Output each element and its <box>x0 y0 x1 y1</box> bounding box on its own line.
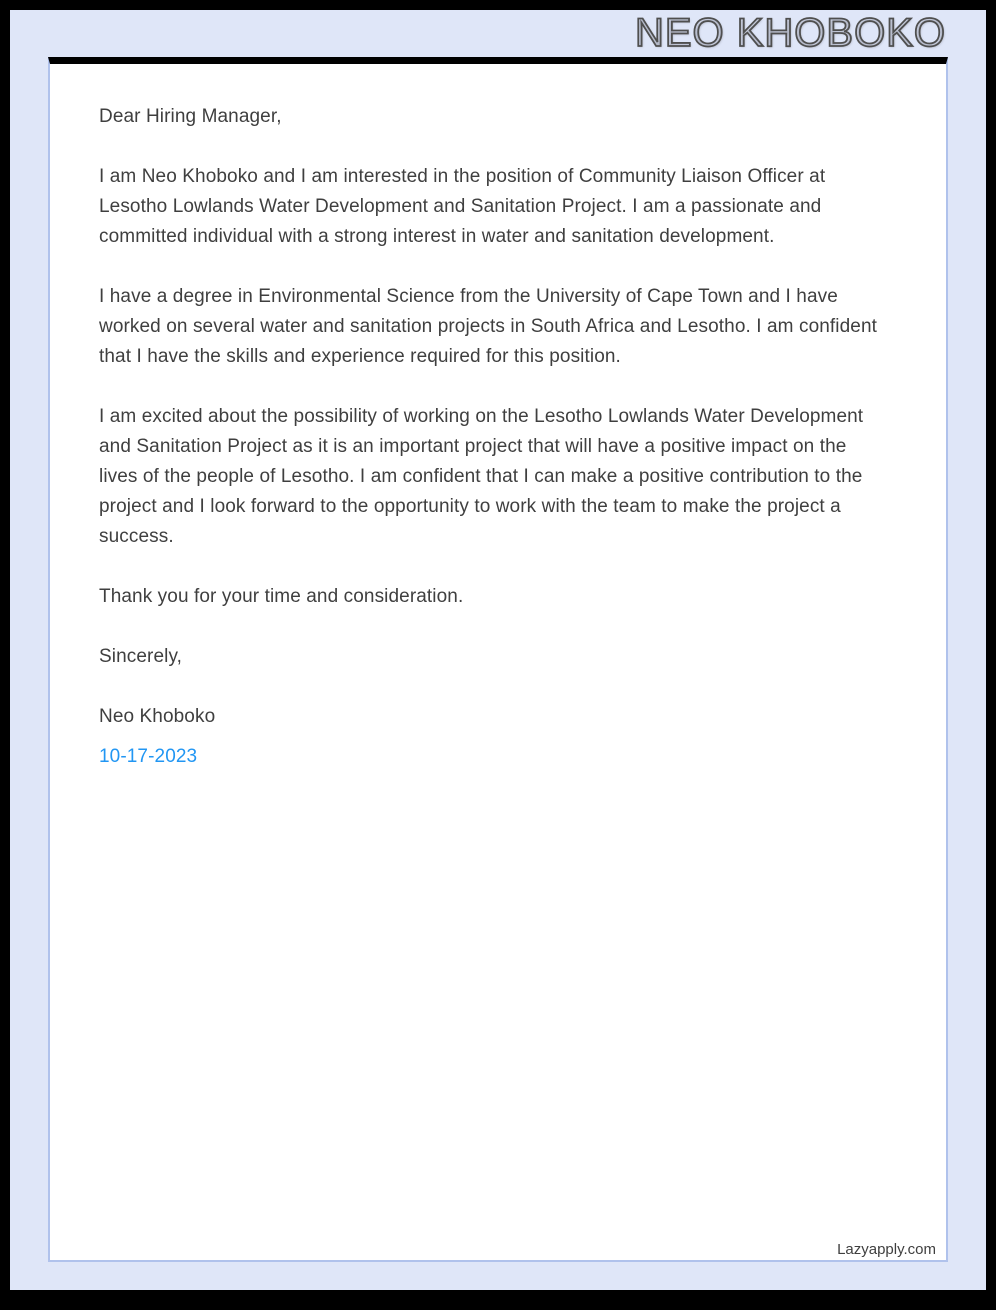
salutation: Dear Hiring Manager, <box>99 106 282 127</box>
letterhead <box>10 10 986 57</box>
signature-name: Neo Khoboko <box>99 706 216 727</box>
letter-body-panel <box>48 57 948 1262</box>
lazyapply-watermark: Lazyapply.com <box>837 1241 936 1258</box>
letter-page <box>10 10 986 1290</box>
letter-paragraph: Thank you for your time and consideration. <box>99 586 464 607</box>
candidate-name-heading: NEO KHOBOKO <box>634 11 946 55</box>
closing: Sincerely, <box>99 646 183 667</box>
letter-paragraph: I am excited about the possibility of working on the Lesotho Lowlands Water Development and Sanitation Project as it is an important project that will have a positive impact on the lives of the people of Lesotho. I am confident that I can make a positive contribution to the project and I look forward to the opportunity to work with the team to make the project a success. <box>99 406 864 547</box>
letter-date[interactable]: 10-17-2023 <box>99 746 198 767</box>
letter-paragraph: I am Neo Khoboko and I am interested in the position of Community Liaison Officer at Lesotho Lowlands Water Development and Sanitation Project. I am a passionate and committed individual with a strong interest in water and sanitation development. <box>99 166 826 247</box>
cover-letter-content <box>50 64 946 772</box>
letter-paragraph: I have a degree in Environmental Science from the University of Cape Town and I have worked on several water and sanitation projects in South Africa and Lesotho. I am confident that I have the skills and experience required for this position. <box>99 286 877 367</box>
